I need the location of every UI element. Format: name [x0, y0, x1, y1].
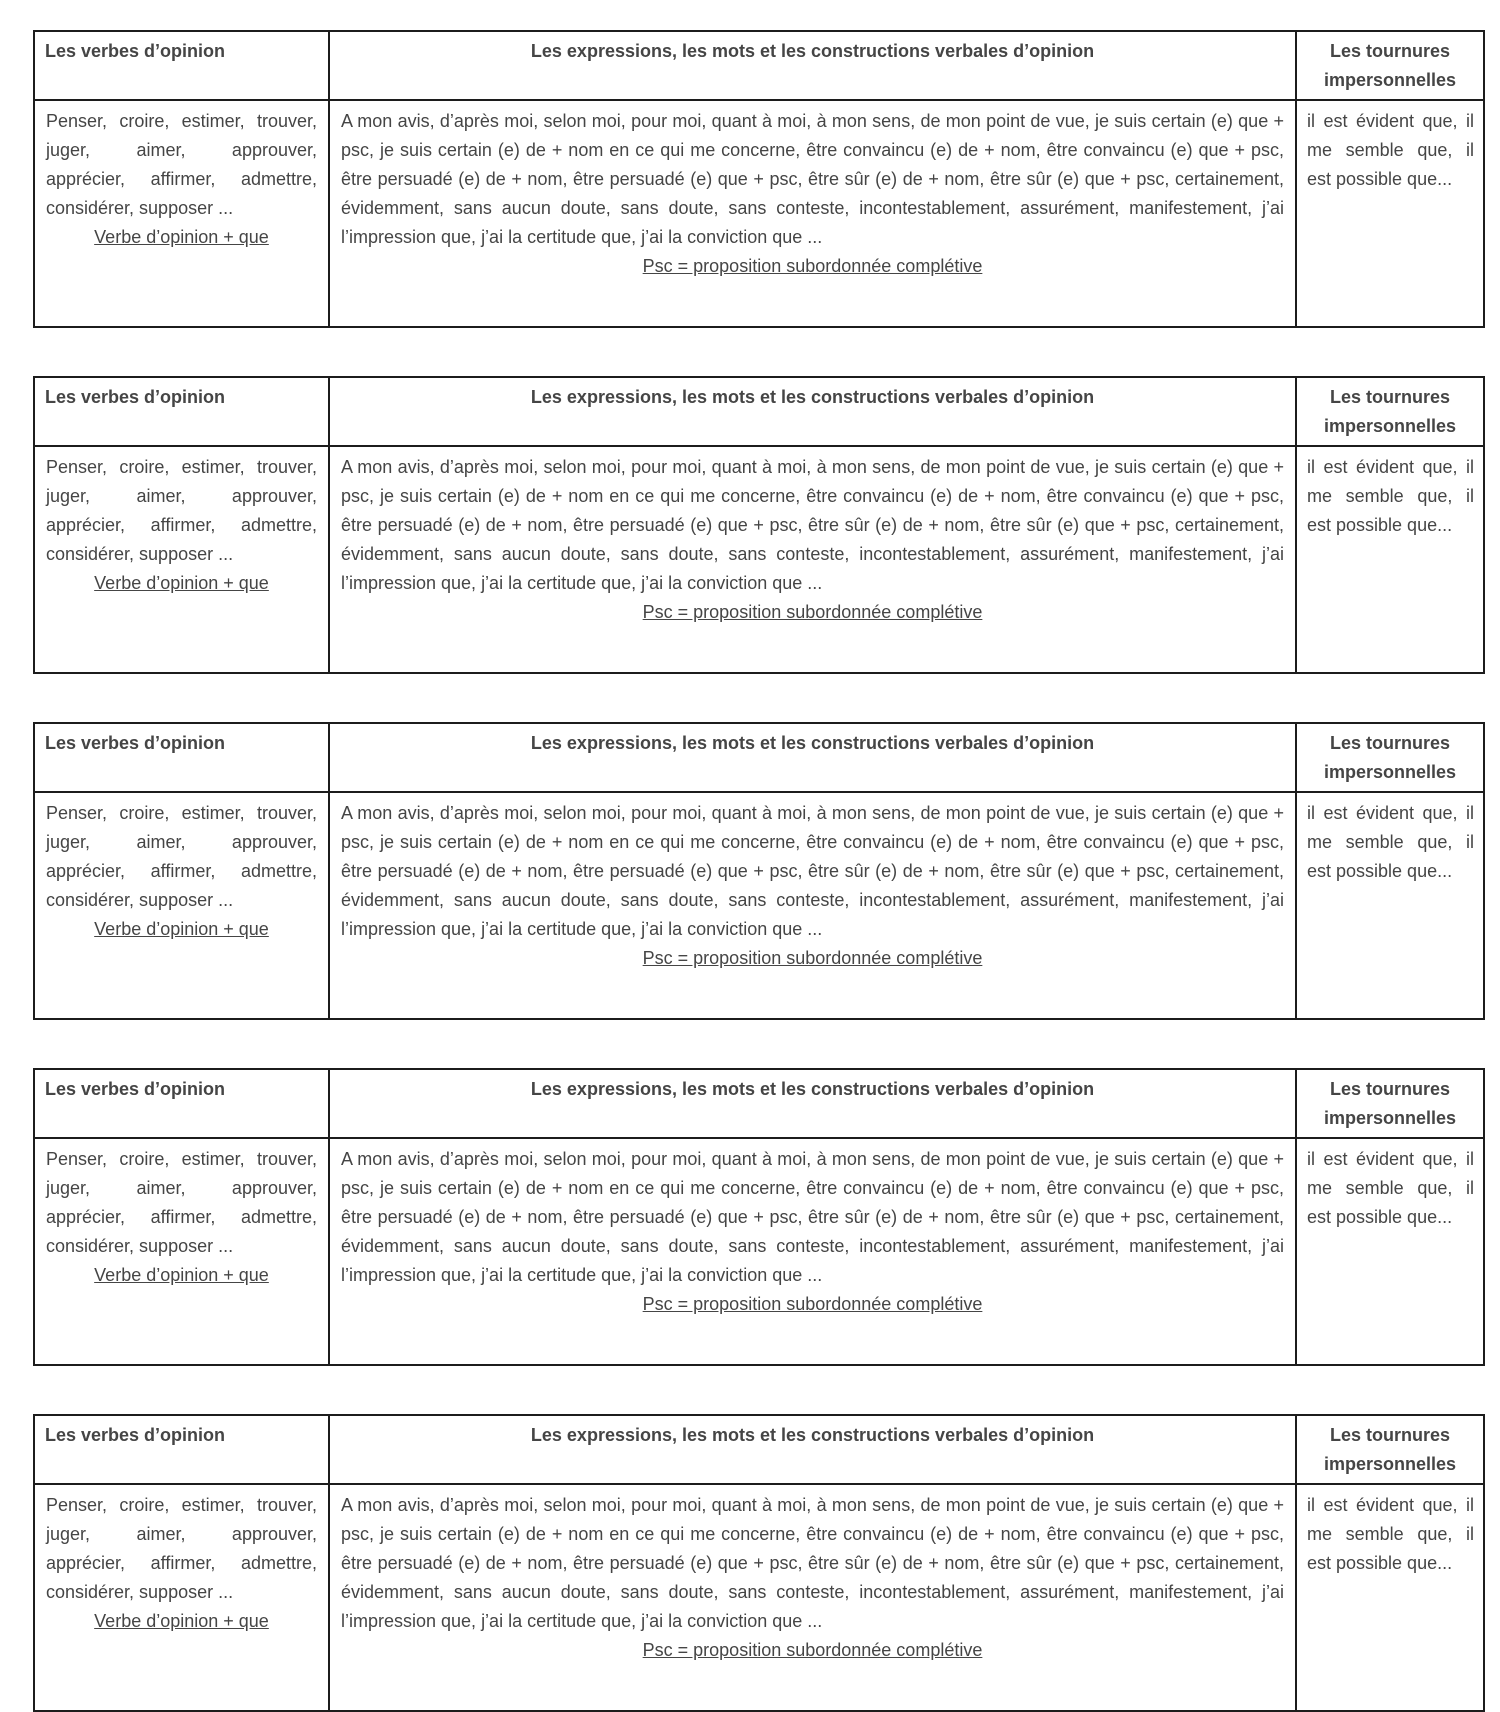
cell-verbes — [34, 792, 329, 1019]
body-row — [34, 100, 1484, 327]
psc-note: Psc = proposition subordonnée complétive — [642, 1294, 983, 1314]
cell-tournures — [1296, 1138, 1484, 1365]
cell-expressions — [329, 1138, 1296, 1365]
header-tournures-impersonnelles: Les tournures impersonnelles — [1296, 31, 1484, 100]
cell-verbes — [34, 446, 329, 673]
header-tournures-impersonnelles: Les tournures impersonnelles — [1296, 1415, 1484, 1484]
header-row — [34, 31, 1484, 100]
header-expressions-opinion: Les expressions, les mots et les constructions verbales d’opinion — [329, 1415, 1296, 1484]
verbes-list: Penser, croire, estimer, trouver, juger, aimer, approuver, apprécier, affirmer, admettre, considérer, supposer ... — [46, 1495, 317, 1602]
header-verbes-opinion: Les verbes d’opinion — [34, 1069, 329, 1138]
verbes-list: Penser, croire, estimer, trouver, juger, aimer, approuver, apprécier, affirmer, admettre, considérer, supposer ... — [46, 1149, 317, 1256]
cell-expressions — [329, 100, 1296, 327]
tournures-list: il est évident que, il me semble que, il est possible que... — [1307, 457, 1474, 535]
cell-tournures — [1296, 792, 1484, 1019]
verbes-note: Verbe d’opinion + que — [94, 919, 269, 939]
opinion-table-5 — [33, 1414, 1485, 1712]
opinion-table-2 — [33, 376, 1485, 674]
cell-tournures — [1296, 446, 1484, 673]
header-tournures-impersonnelles: Les tournures impersonnelles — [1296, 377, 1484, 446]
verbes-note: Verbe d’opinion + que — [94, 1611, 269, 1631]
verbes-note: Verbe d’opinion + que — [94, 573, 269, 593]
cell-expressions — [329, 1484, 1296, 1711]
header-row — [34, 377, 1484, 446]
expressions-list: A mon avis, d’après moi, selon moi, pour moi, quant à moi, à mon sens, de mon point de vue, je suis certain (e) que + psc, je suis certain (e) de + nom en ce qui me concerne, être convaincu (e) de + nom, être convaincu (e) que + psc, être persuadé (e) de + nom, être persuadé (e) que + psc, être sûr (e) de + nom, être sûr (e) que + psc, certainement, évidemment, sans aucun doute, sans doute, sans conteste, incontestablement, assurément, manifestement, j’ai l’impression que, j’ai la certitude que, j’ai la conviction que ... — [341, 803, 1284, 939]
header-verbes-opinion: Les verbes d’opinion — [34, 31, 329, 100]
cell-verbes — [34, 1484, 329, 1711]
header-tournures-impersonnelles: Les tournures impersonnelles — [1296, 723, 1484, 792]
header-expressions-opinion: Les expressions, les mots et les constructions verbales d’opinion — [329, 31, 1296, 100]
body-row — [34, 792, 1484, 1019]
verbes-list: Penser, croire, estimer, trouver, juger, aimer, approuver, apprécier, affirmer, admettre, considérer, supposer ... — [46, 457, 317, 564]
psc-note: Psc = proposition subordonnée complétive — [642, 602, 983, 622]
header-expressions-opinion: Les expressions, les mots et les constructions verbales d’opinion — [329, 377, 1296, 446]
verbes-note: Verbe d’opinion + que — [94, 1265, 269, 1285]
tournures-list: il est évident que, il me semble que, il est possible que... — [1307, 111, 1474, 189]
expressions-list: A mon avis, d’après moi, selon moi, pour moi, quant à moi, à mon sens, de mon point de vue, je suis certain (e) que + psc, je suis certain (e) de + nom en ce qui me concerne, être convaincu (e) de + nom, être convaincu (e) que + psc, être persuadé (e) de + nom, être persuadé (e) que + psc, être sûr (e) de + nom, être sûr (e) que + psc, certainement, évidemment, sans aucun doute, sans doute, sans conteste, incontestablement, assurément, manifestement, j’ai l’impression que, j’ai la certitude que, j’ai la conviction que ... — [341, 1149, 1284, 1285]
opinion-table-4 — [33, 1068, 1485, 1366]
header-verbes-opinion: Les verbes d’opinion — [34, 723, 329, 792]
header-expressions-opinion: Les expressions, les mots et les constructions verbales d’opinion — [329, 723, 1296, 792]
opinion-table-3 — [33, 722, 1485, 1020]
cell-tournures — [1296, 100, 1484, 327]
verbes-list: Penser, croire, estimer, trouver, juger, aimer, approuver, apprécier, affirmer, admettre, considérer, supposer ... — [46, 111, 317, 218]
header-tournures-impersonnelles: Les tournures impersonnelles — [1296, 1069, 1484, 1138]
psc-note: Psc = proposition subordonnée complétive — [642, 256, 983, 276]
cell-verbes — [34, 1138, 329, 1365]
expressions-list: A mon avis, d’après moi, selon moi, pour moi, quant à moi, à mon sens, de mon point de vue, je suis certain (e) que + psc, je suis certain (e) de + nom en ce qui me concerne, être convaincu (e) de + nom, être convaincu (e) que + psc, être persuadé (e) de + nom, être persuadé (e) que + psc, être sûr (e) de + nom, être sûr (e) que + psc, certainement, évidemment, sans aucun doute, sans doute, sans conteste, incontestablement, assurément, manifestement, j’ai l’impression que, j’ai la certitude que, j’ai la conviction que ... — [341, 1495, 1284, 1631]
cell-tournures — [1296, 1484, 1484, 1711]
expressions-list: A mon avis, d’après moi, selon moi, pour moi, quant à moi, à mon sens, de mon point de vue, je suis certain (e) que + psc, je suis certain (e) de + nom en ce qui me concerne, être convaincu (e) de + nom, être convaincu (e) que + psc, être persuadé (e) de + nom, être persuadé (e) que + psc, être sûr (e) de + nom, être sûr (e) que + psc, certainement, évidemment, sans aucun doute, sans doute, sans conteste, incontestablement, assurément, manifestement, j’ai l’impression que, j’ai la certitude que, j’ai la conviction que ... — [341, 457, 1284, 593]
header-verbes-opinion: Les verbes d’opinion — [34, 1415, 329, 1484]
header-expressions-opinion: Les expressions, les mots et les constructions verbales d’opinion — [329, 1069, 1296, 1138]
cell-expressions — [329, 792, 1296, 1019]
tournures-list: il est évident que, il me semble que, il est possible que... — [1307, 803, 1474, 881]
verbes-list: Penser, croire, estimer, trouver, juger, aimer, approuver, apprécier, affirmer, admettre, considérer, supposer ... — [46, 803, 317, 910]
psc-note: Psc = proposition subordonnée complétive — [642, 948, 983, 968]
header-row — [34, 1415, 1484, 1484]
expressions-list: A mon avis, d’après moi, selon moi, pour moi, quant à moi, à mon sens, de mon point de vue, je suis certain (e) que + psc, je suis certain (e) de + nom en ce qui me concerne, être convaincu (e) de + nom, être convaincu (e) que + psc, être persuadé (e) de + nom, être persuadé (e) que + psc, être sûr (e) de + nom, être sûr (e) que + psc, certainement, évidemment, sans aucun doute, sans doute, sans conteste, incontestablement, assurément, manifestement, j’ai l’impression que, j’ai la certitude que, j’ai la conviction que ... — [341, 111, 1284, 247]
opinion-table-1 — [33, 30, 1485, 328]
cell-expressions — [329, 446, 1296, 673]
psc-note: Psc = proposition subordonnée complétive — [642, 1640, 983, 1660]
body-row — [34, 1138, 1484, 1365]
header-row — [34, 1069, 1484, 1138]
header-verbes-opinion: Les verbes d’opinion — [34, 377, 329, 446]
cell-verbes — [34, 100, 329, 327]
verbes-note: Verbe d’opinion + que — [94, 227, 269, 247]
body-row — [34, 1484, 1484, 1711]
header-row — [34, 723, 1484, 792]
tournures-list: il est évident que, il me semble que, il est possible que... — [1307, 1495, 1474, 1573]
body-row — [34, 446, 1484, 673]
tournures-list: il est évident que, il me semble que, il est possible que... — [1307, 1149, 1474, 1227]
